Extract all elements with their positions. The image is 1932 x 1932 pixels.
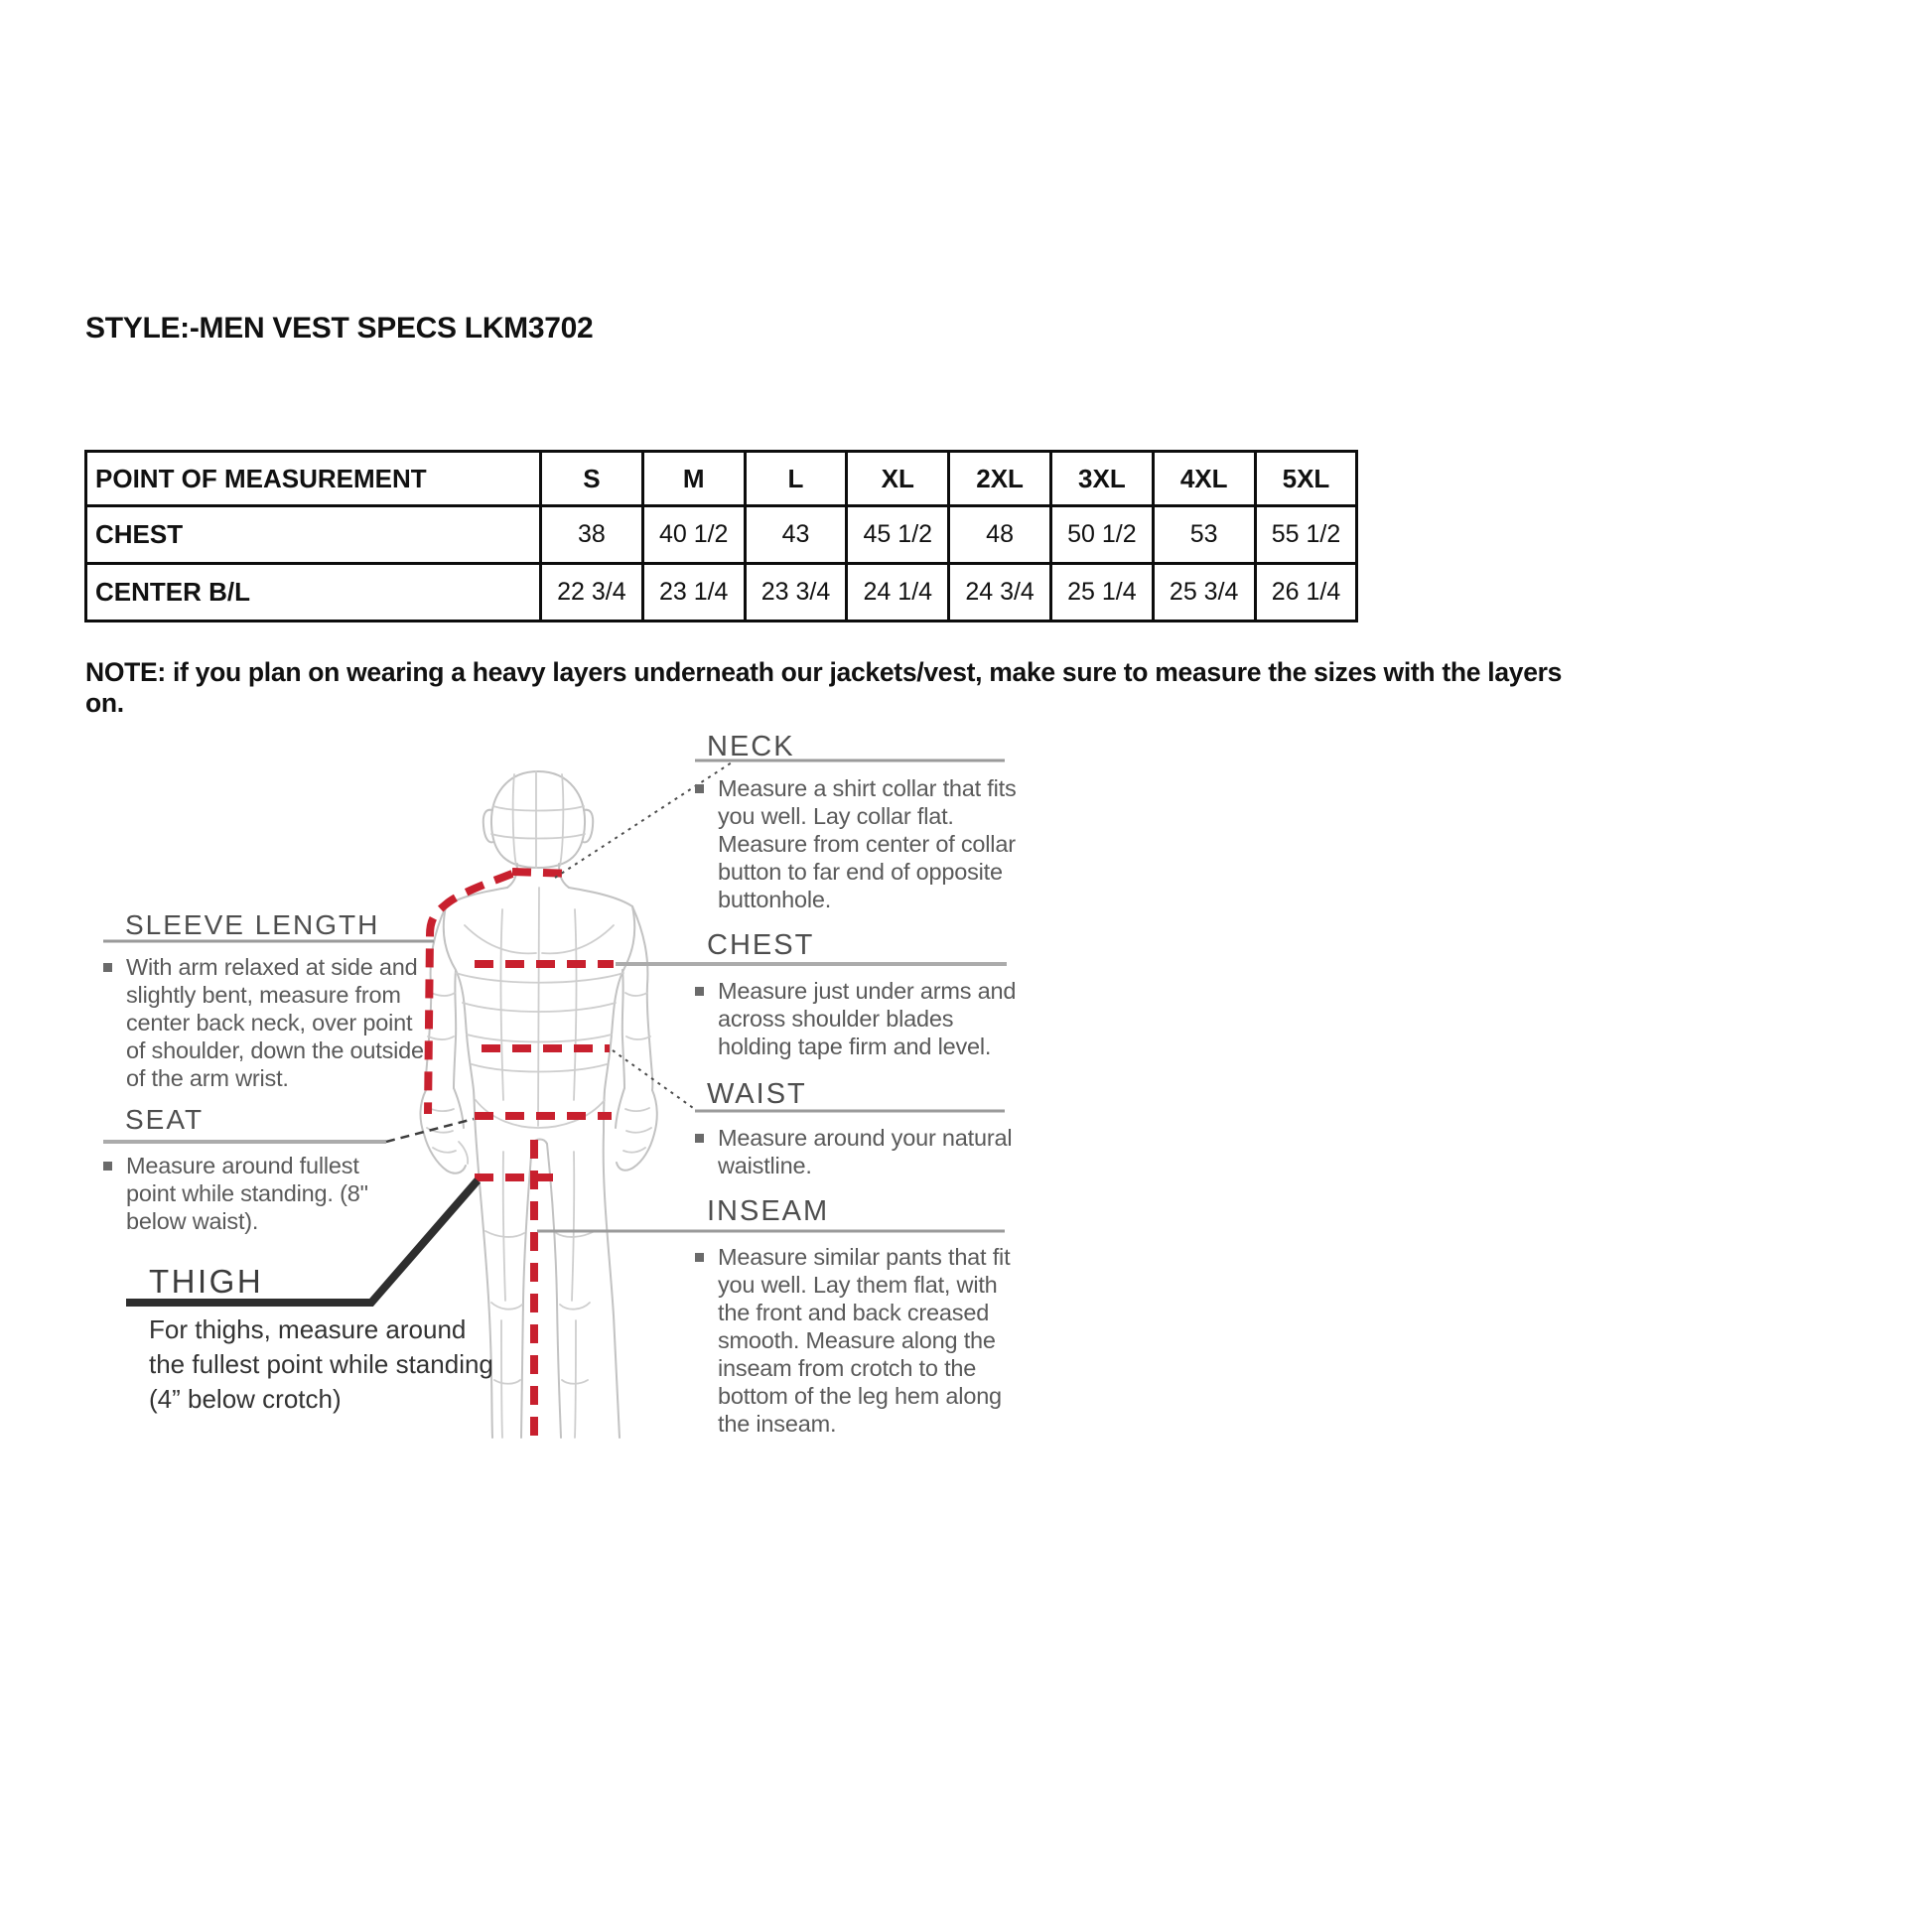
sleeve-measure-line bbox=[428, 874, 512, 1114]
bullet-square-icon bbox=[695, 1134, 704, 1143]
waist-label: WAIST bbox=[707, 1078, 807, 1110]
table-cell: 55 1/2 bbox=[1255, 506, 1357, 564]
row-label: CENTER B/L bbox=[86, 564, 541, 621]
table-cell: 48 bbox=[949, 506, 1051, 564]
chest-label: CHEST bbox=[707, 929, 815, 961]
row-label: CHEST bbox=[86, 506, 541, 564]
note-text: NOTE: if you plan on wearing a heavy layers underneath our jackets/vest, make sure to measure the sizes with the layers on. bbox=[85, 657, 1563, 718]
thigh-description-text: For thighs, measure around the fullest point while standing (4” below crotch) bbox=[149, 1314, 493, 1414]
neck-description bbox=[695, 774, 1023, 913]
table-cell: 40 1/2 bbox=[642, 506, 745, 564]
inseam-description bbox=[695, 1243, 1023, 1438]
table-cell: 26 1/4 bbox=[1255, 564, 1357, 621]
inseam-description-text: Measure similar pants that fit you well. Lay them flat, with the front and back creased smooth. Measure along the inseam from crotch to the bottom of the leg hem along the inseam. bbox=[718, 1244, 1011, 1437]
bullet-square-icon bbox=[103, 1162, 112, 1171]
table-header-cell: 2XL bbox=[949, 452, 1051, 506]
table-cell: 25 1/4 bbox=[1050, 564, 1153, 621]
thigh-label: THIGH bbox=[149, 1263, 264, 1300]
table-header-cell: 3XL bbox=[1050, 452, 1153, 506]
seat-pointer-line bbox=[386, 1119, 474, 1142]
chest-description bbox=[695, 977, 1023, 1060]
bullet-square-icon bbox=[103, 963, 112, 972]
seat-description bbox=[103, 1152, 411, 1235]
table-cell: 23 1/4 bbox=[642, 564, 745, 621]
table-header-cell: S bbox=[541, 452, 643, 506]
table-cell: 43 bbox=[745, 506, 847, 564]
seat-label: SEAT bbox=[125, 1104, 205, 1135]
table-header-row bbox=[86, 452, 1357, 506]
bullet-square-icon bbox=[695, 987, 704, 996]
neck-description-text: Measure a shirt collar that fits you well. Lay collar flat. Measure from center of collar button to far end of opposite buttonhole. bbox=[718, 775, 1017, 912]
table-cell: 50 1/2 bbox=[1050, 506, 1153, 564]
sleeve-length-description-text: With arm relaxed at side and slightly bent, measure from center back neck, over point of shoulder, down the outside of the arm wrist. bbox=[126, 954, 424, 1091]
page-title: STYLE:-MEN VEST SPECS LKM3702 bbox=[85, 312, 594, 345]
thigh-description bbox=[149, 1312, 506, 1417]
table-cell: 45 1/2 bbox=[847, 506, 949, 564]
table-cell: 23 3/4 bbox=[745, 564, 847, 621]
table-cell: 25 3/4 bbox=[1153, 564, 1255, 621]
sleeve-length-description bbox=[103, 953, 431, 1092]
neck-label: NECK bbox=[707, 731, 795, 762]
table-header-cell: L bbox=[745, 452, 847, 506]
waist-description-text: Measure around your natural waistline. bbox=[718, 1125, 1013, 1178]
size-table bbox=[84, 450, 1358, 622]
table-cell: 38 bbox=[541, 506, 643, 564]
table-cell: 24 1/4 bbox=[847, 564, 949, 621]
table-cell: 24 3/4 bbox=[949, 564, 1051, 621]
table-row-chest bbox=[86, 506, 1357, 564]
bullet-square-icon bbox=[695, 1253, 704, 1262]
table-header-cell: M bbox=[642, 452, 745, 506]
seat-description-text: Measure around fullest point while standing. (8" below waist). bbox=[126, 1153, 368, 1234]
chest-description-text: Measure just under arms and across shoulder blades holding tape firm and level. bbox=[718, 978, 1017, 1059]
waist-description bbox=[695, 1124, 1023, 1179]
bullet-square-icon bbox=[695, 784, 704, 793]
table-cell: 22 3/4 bbox=[541, 564, 643, 621]
table-header-cell: 4XL bbox=[1153, 452, 1255, 506]
table-header-cell: POINT OF MEASUREMENT bbox=[86, 452, 541, 506]
inseam-label: INSEAM bbox=[707, 1195, 830, 1227]
table-header-cell: XL bbox=[847, 452, 949, 506]
table-cell: 53 bbox=[1153, 506, 1255, 564]
table-header-cell: 5XL bbox=[1255, 452, 1357, 506]
sleeve-length-label: SLEEVE LENGTH bbox=[125, 909, 380, 940]
table-row-center-bl bbox=[86, 564, 1357, 621]
